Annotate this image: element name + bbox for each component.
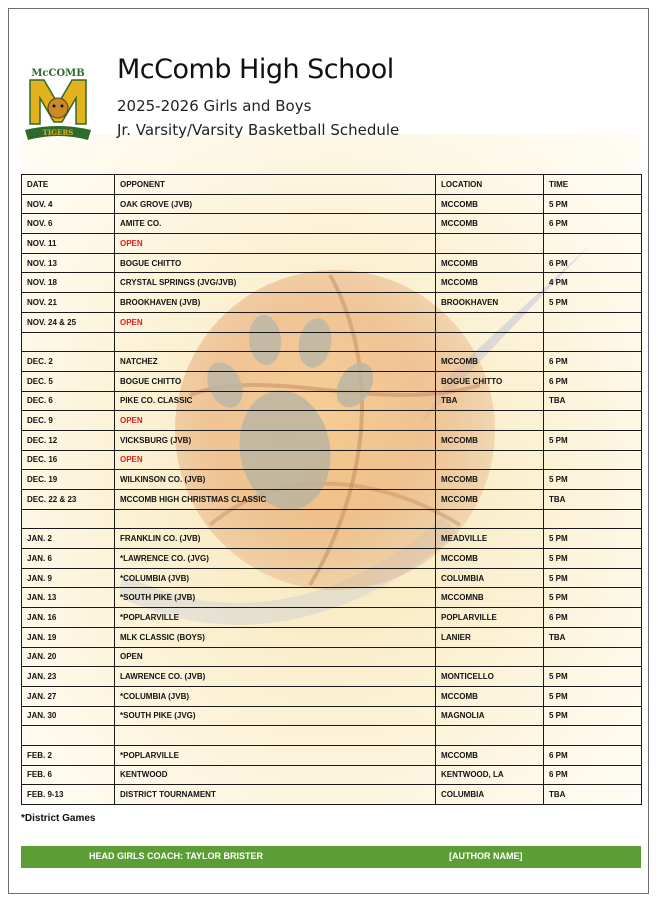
cell-opponent: OPEN bbox=[115, 312, 436, 332]
cell-location: LANIER bbox=[436, 627, 544, 647]
cell-date: NOV. 6 bbox=[22, 214, 115, 234]
cell-location bbox=[436, 332, 544, 352]
table-row bbox=[22, 745, 642, 765]
cell-date: JAN. 20 bbox=[22, 647, 115, 667]
district-games-note: *District Games bbox=[21, 813, 96, 824]
cell-opponent: OPEN bbox=[115, 411, 436, 431]
cell-date: NOV. 11 bbox=[22, 234, 115, 254]
cell-date: JAN. 13 bbox=[22, 588, 115, 608]
cell-time: 6 PM bbox=[544, 371, 642, 391]
cell-location bbox=[436, 411, 544, 431]
cell-opponent: *LAWRENCE CO. (JVG) bbox=[115, 549, 436, 569]
cell-time: 6 PM bbox=[544, 745, 642, 765]
table-row bbox=[22, 706, 642, 726]
cell-time: 5 PM bbox=[544, 194, 642, 214]
cell-opponent: MCCOMB HIGH CHRISTMAS CLASSIC bbox=[115, 490, 436, 510]
cell-location: MCCOMB bbox=[436, 549, 544, 569]
cell-date: JAN. 30 bbox=[22, 706, 115, 726]
cell-time bbox=[544, 234, 642, 254]
table-row bbox=[22, 509, 642, 529]
cell-date: DEC. 19 bbox=[22, 470, 115, 490]
cell-date: FEB. 9-13 bbox=[22, 785, 115, 805]
cell-location: MCCOMB bbox=[436, 253, 544, 273]
cell-opponent: VICKSBURG (JVB) bbox=[115, 430, 436, 450]
table-row bbox=[22, 332, 642, 352]
table-row bbox=[22, 549, 642, 569]
cell-opponent: CRYSTAL SPRINGS (JVG/JVB) bbox=[115, 273, 436, 293]
cell-time bbox=[544, 411, 642, 431]
cell-opponent: MLK CLASSIC (BOYS) bbox=[115, 627, 436, 647]
table-row bbox=[22, 194, 642, 214]
cell-location: MCCOMB bbox=[436, 745, 544, 765]
table-row bbox=[22, 765, 642, 785]
cell-time: TBA bbox=[544, 490, 642, 510]
cell-time bbox=[544, 647, 642, 667]
table-row bbox=[22, 627, 642, 647]
cell-opponent: BOGUE CHITTO bbox=[115, 253, 436, 273]
cell-opponent: DISTRICT TOURNAMENT bbox=[115, 785, 436, 805]
cell-opponent: FRANKLIN CO. (JVB) bbox=[115, 529, 436, 549]
cell-location bbox=[436, 726, 544, 746]
cell-location: TBA bbox=[436, 391, 544, 411]
cell-opponent: OPEN bbox=[115, 450, 436, 470]
cell-location bbox=[436, 312, 544, 332]
cell-opponent: *COLUMBIA (JVB) bbox=[115, 568, 436, 588]
cell-location bbox=[436, 647, 544, 667]
cell-time: 5 PM bbox=[544, 667, 642, 687]
header-location: LOCATION bbox=[436, 175, 544, 195]
cell-date: JAN. 16 bbox=[22, 608, 115, 628]
table-row bbox=[22, 391, 642, 411]
cell-time bbox=[544, 332, 642, 352]
cell-opponent: WILKINSON CO. (JVB) bbox=[115, 470, 436, 490]
cell-opponent: KENTWOOD bbox=[115, 765, 436, 785]
cell-time: 5 PM bbox=[544, 706, 642, 726]
cell-date: NOV. 18 bbox=[22, 273, 115, 293]
cell-opponent: *POPLARVILLE bbox=[115, 745, 436, 765]
cell-opponent: *COLUMBIA (JVB) bbox=[115, 686, 436, 706]
cell-time: TBA bbox=[544, 785, 642, 805]
table-row bbox=[22, 253, 642, 273]
cell-time: 6 PM bbox=[544, 253, 642, 273]
table-row bbox=[22, 430, 642, 450]
table-row bbox=[22, 470, 642, 490]
cell-location: KENTWOOD, LA bbox=[436, 765, 544, 785]
cell-opponent: *SOUTH PIKE (JVB) bbox=[115, 588, 436, 608]
cell-time: 5 PM bbox=[544, 686, 642, 706]
cell-location: MCCOMB bbox=[436, 273, 544, 293]
cell-time bbox=[544, 509, 642, 529]
page-subtitle-season: 2025-2026 Girls and Boys bbox=[117, 97, 312, 115]
footer-coach: HEAD GIRLS COACH: TAYLOR BRISTER bbox=[89, 851, 264, 861]
table-row bbox=[22, 273, 642, 293]
cell-date: JAN. 6 bbox=[22, 549, 115, 569]
cell-date: NOV. 13 bbox=[22, 253, 115, 273]
mccomb-tigers-logo bbox=[22, 64, 94, 144]
cell-opponent: NATCHEZ bbox=[115, 352, 436, 372]
header-opponent: OPPONENT bbox=[115, 175, 436, 195]
cell-opponent: PIKE CO. CLASSIC bbox=[115, 391, 436, 411]
cell-time bbox=[544, 450, 642, 470]
cell-time bbox=[544, 726, 642, 746]
cell-time bbox=[544, 312, 642, 332]
table-header-row bbox=[22, 175, 642, 195]
cell-time: 6 PM bbox=[544, 765, 642, 785]
cell-date: DEC. 12 bbox=[22, 430, 115, 450]
cell-opponent: BOGUE CHITTO bbox=[115, 371, 436, 391]
cell-location: MCCOMB bbox=[436, 352, 544, 372]
table-row bbox=[22, 686, 642, 706]
cell-opponent: *SOUTH PIKE (JVG) bbox=[115, 706, 436, 726]
cell-location: COLUMBIA bbox=[436, 568, 544, 588]
table-row bbox=[22, 352, 642, 372]
cell-opponent: *POPLARVILLE bbox=[115, 608, 436, 628]
cell-location: MONTICELLO bbox=[436, 667, 544, 687]
cell-opponent: OAK GROVE (JVB) bbox=[115, 194, 436, 214]
table-row bbox=[22, 490, 642, 510]
table-row bbox=[22, 529, 642, 549]
cell-time: 5 PM bbox=[544, 529, 642, 549]
cell-date bbox=[22, 509, 115, 529]
cell-date: NOV. 24 & 25 bbox=[22, 312, 115, 332]
cell-date: DEC. 2 bbox=[22, 352, 115, 372]
cell-time: 6 PM bbox=[544, 608, 642, 628]
table-row bbox=[22, 371, 642, 391]
cell-date: JAN. 9 bbox=[22, 568, 115, 588]
cell-location: MCCOMB bbox=[436, 686, 544, 706]
cell-time: 6 PM bbox=[544, 352, 642, 372]
cell-location bbox=[436, 450, 544, 470]
cell-time: 6 PM bbox=[544, 214, 642, 234]
cell-date bbox=[22, 726, 115, 746]
cell-date bbox=[22, 332, 115, 352]
cell-location: MAGNOLIA bbox=[436, 706, 544, 726]
cell-location: BOGUE CHITTO bbox=[436, 371, 544, 391]
header-time: TIME bbox=[544, 175, 642, 195]
cell-time: 5 PM bbox=[544, 568, 642, 588]
cell-location: BROOKHAVEN bbox=[436, 293, 544, 313]
header-date: DATE bbox=[22, 175, 115, 195]
cell-location: POPLARVILLE bbox=[436, 608, 544, 628]
page-subtitle-schedule: Jr. Varsity/Varsity Basketball Schedule bbox=[117, 121, 400, 139]
cell-opponent: LAWRENCE CO. (JVB) bbox=[115, 667, 436, 687]
cell-date: NOV. 21 bbox=[22, 293, 115, 313]
cell-location: MCCOMB bbox=[436, 470, 544, 490]
table-row bbox=[22, 667, 642, 687]
cell-time: 5 PM bbox=[544, 549, 642, 569]
cell-location bbox=[436, 234, 544, 254]
table-row bbox=[22, 411, 642, 431]
table-row bbox=[22, 312, 642, 332]
cell-location: MCCOMNB bbox=[436, 588, 544, 608]
cell-location: MCCOMB bbox=[436, 194, 544, 214]
cell-time: 4 PM bbox=[544, 273, 642, 293]
cell-location: MEADVILLE bbox=[436, 529, 544, 549]
cell-date: FEB. 6 bbox=[22, 765, 115, 785]
cell-opponent bbox=[115, 332, 436, 352]
cell-opponent: OPEN bbox=[115, 234, 436, 254]
table-row bbox=[22, 568, 642, 588]
cell-time: 5 PM bbox=[544, 470, 642, 490]
cell-date: JAN. 19 bbox=[22, 627, 115, 647]
cell-opponent bbox=[115, 726, 436, 746]
table-row bbox=[22, 726, 642, 746]
cell-date: DEC. 22 & 23 bbox=[22, 490, 115, 510]
cell-date: DEC. 16 bbox=[22, 450, 115, 470]
schedule-table bbox=[21, 174, 642, 805]
cell-location: MCCOMB bbox=[436, 214, 544, 234]
table-row bbox=[22, 234, 642, 254]
cell-date: DEC. 5 bbox=[22, 371, 115, 391]
cell-location: MCCOMB bbox=[436, 490, 544, 510]
cell-time: 5 PM bbox=[544, 430, 642, 450]
table-row bbox=[22, 647, 642, 667]
cell-date: JAN. 2 bbox=[22, 529, 115, 549]
cell-date: NOV. 4 bbox=[22, 194, 115, 214]
svg-text:McCOMB: McCOMB bbox=[31, 68, 85, 79]
cell-time: TBA bbox=[544, 627, 642, 647]
cell-date: JAN. 23 bbox=[22, 667, 115, 687]
cell-time: 5 PM bbox=[544, 293, 642, 313]
footer-author: [AUTHOR NAME] bbox=[449, 851, 523, 861]
cell-location: MCCOMB bbox=[436, 430, 544, 450]
cell-date: JAN. 27 bbox=[22, 686, 115, 706]
cell-location bbox=[436, 509, 544, 529]
cell-opponent: BROOKHAVEN (JVB) bbox=[115, 293, 436, 313]
table-row bbox=[22, 785, 642, 805]
page-title: McComb High School bbox=[117, 54, 394, 85]
cell-location: COLUMBIA bbox=[436, 785, 544, 805]
table-row bbox=[22, 608, 642, 628]
cell-time: 5 PM bbox=[544, 588, 642, 608]
cell-opponent bbox=[115, 509, 436, 529]
cell-opponent: AMITE CO. bbox=[115, 214, 436, 234]
table-row bbox=[22, 450, 642, 470]
table-row bbox=[22, 214, 642, 234]
cell-time: TBA bbox=[544, 391, 642, 411]
cell-date: DEC. 6 bbox=[22, 391, 115, 411]
footer-bar bbox=[21, 846, 641, 868]
cell-date: FEB. 2 bbox=[22, 745, 115, 765]
logo-tigers-text: TIGERS bbox=[42, 128, 74, 137]
cell-date: DEC. 9 bbox=[22, 411, 115, 431]
cell-opponent: OPEN bbox=[115, 647, 436, 667]
table-row bbox=[22, 588, 642, 608]
table-row bbox=[22, 293, 642, 313]
